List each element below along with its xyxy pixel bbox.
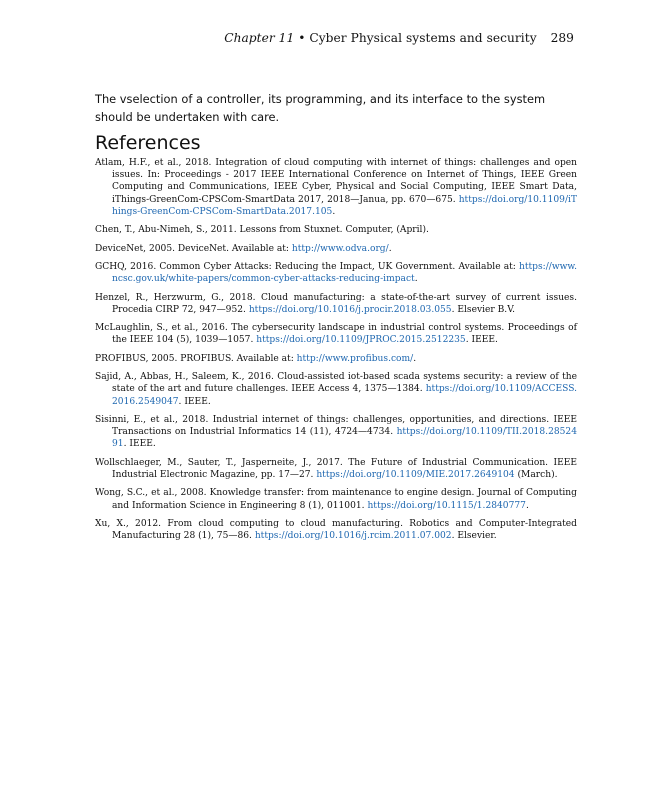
reference-link[interactable]: https://doi.org/10.1016/j.rcim.2011.07.002 bbox=[254, 531, 452, 542]
reference-text: McLaughlin, S., et al., 2016. The cybersecurity landscape in industrial control systems. Proceedings of the IEEE 104 (5), 1039—1057. bbox=[95, 323, 577, 346]
reference-link[interactable]: https://doi.org/10.1109/iThings-GreenCom-CPSCom-SmartData.2017.105 bbox=[112, 194, 577, 217]
page-number: 289 bbox=[550, 31, 574, 45]
reference-link[interactable]: https://doi.org/10.1109/ACCESS.2016.2549047 bbox=[112, 384, 577, 407]
reference-text: Wollschlaeger, M., Sauter, T., Jasperneite, J., 2017. The Future of Industrial Communication. IEEE Industrial Electronic Magazine, pp. 17—27. bbox=[95, 457, 577, 480]
reference-text: Chen, T., Abu-Nimeh, S., 2011. Lessons from Stuxnet. Computer, (April). bbox=[95, 225, 429, 236]
reference-suffix: . bbox=[414, 274, 418, 285]
reference-suffix: . IEEE. bbox=[178, 396, 211, 407]
reference-link[interactable]: https://doi.org/10.1109/JPROC.2015.2512235 bbox=[256, 335, 466, 346]
reference-list bbox=[95, 157, 577, 549]
reference-text: Xu, X., 2012. From cloud computing to cloud manufacturing. Robotics and Computer-Integrated Manufacturing 28 (1), 75—86. bbox=[95, 518, 577, 542]
reference-item bbox=[95, 224, 577, 236]
reference-item bbox=[95, 261, 577, 285]
reference-item bbox=[95, 292, 577, 316]
reference-suffix: . bbox=[388, 243, 392, 254]
reference-link[interactable]: http://www.odva.org/ bbox=[291, 243, 389, 254]
reference-item bbox=[95, 371, 577, 408]
reference-link[interactable]: https://www.ncsc.gov.uk/white-papers/common-cyber-attacks-reducing-impact bbox=[112, 261, 577, 285]
reference-item bbox=[95, 353, 577, 365]
reference-suffix: . bbox=[332, 206, 336, 217]
reference-text: Atlam, H.F., et al., 2018. Integration of cloud computing with internet of things: challenges and open issues. In: Proceedings - 2017 IEEE International Conference on Internet of Things, IEEE Green Computing and Communications, IEEE Cyber, Physical and Social Computing, IEEE Smart Data, iThings-GreenCom-CPSCom-SmartData 2017, 2018—Janua, pp. 670—675. bbox=[95, 158, 577, 205]
reference-item bbox=[95, 487, 577, 511]
reference-suffix: . IEEE. bbox=[123, 439, 156, 450]
reference-item bbox=[95, 322, 577, 346]
chapter-title: Cyber Physical systems and security bbox=[309, 31, 537, 45]
reference-suffix: . IEEE. bbox=[465, 335, 498, 346]
reference-text: GCHQ, 2016. Common Cyber Attacks: Reducing the Impact, UK Government. Available at: bbox=[95, 261, 519, 272]
reference-suffix: . Elsevier. bbox=[451, 531, 497, 542]
reference-link[interactable]: http://www.profibus.com/ bbox=[296, 353, 414, 364]
reference-suffix: . bbox=[413, 353, 417, 364]
reference-text: PROFIBUS, 2005. PROFIBUS. Available at: bbox=[95, 353, 297, 364]
references-heading: References bbox=[95, 132, 201, 154]
reference-link[interactable]: https://doi.org/10.1109/MIE.2017.2649104 bbox=[316, 469, 515, 480]
reference-suffix: (March). bbox=[514, 469, 558, 480]
reference-item bbox=[95, 243, 577, 255]
reference-item bbox=[95, 518, 577, 542]
reference-link[interactable]: https://doi.org/10.1109/TII.2018.2852491 bbox=[112, 427, 577, 450]
reference-link[interactable]: https://doi.org/10.1115/1.2840777 bbox=[367, 500, 526, 511]
reference-suffix: . bbox=[525, 500, 529, 511]
reference-item bbox=[95, 157, 577, 218]
reference-text: Wong, S.C., et al., 2008. Knowledge transfer: from maintenance to engine design. Journal of Computing and Information Science in Engineering 8 (1), 011001. bbox=[95, 488, 577, 511]
reference-text: Sajid, A., Abbas, H., Saleem, K., 2016. Cloud-assisted iot-based scada systems security: a review of the state of the art and future challenges. IEEE Access 4, 1375—1384. bbox=[95, 372, 577, 395]
reference-text: Henzel, R., Herzwurm, G., 2018. Cloud manufacturing: a state-of-the-art survey of current issues. Procedia CIRP 72, 947—952. bbox=[95, 292, 577, 315]
chapter-label: Chapter 11 bbox=[224, 31, 295, 45]
running-head bbox=[224, 31, 574, 45]
intro-paragraph: The vselection of a controller, its programming, and its interface to the system should be undertaken with care. bbox=[95, 92, 546, 125]
reference-link[interactable]: https://doi.org/10.1016/j.procir.2018.03.055 bbox=[248, 304, 452, 315]
bullet-separator: • bbox=[298, 31, 306, 45]
reference-text: Sisinni, E., et al., 2018. Industrial internet of things: challenges, opportunities, and directions. IEEE Transactions on Industrial Informatics 14 (11), 4724—4734. bbox=[95, 414, 577, 438]
reference-item bbox=[95, 414, 577, 451]
reference-item bbox=[95, 457, 577, 481]
reference-text: DeviceNet, 2005. DeviceNet. Available at: bbox=[95, 243, 292, 254]
reference-suffix: . Elsevier B.V. bbox=[451, 304, 516, 315]
